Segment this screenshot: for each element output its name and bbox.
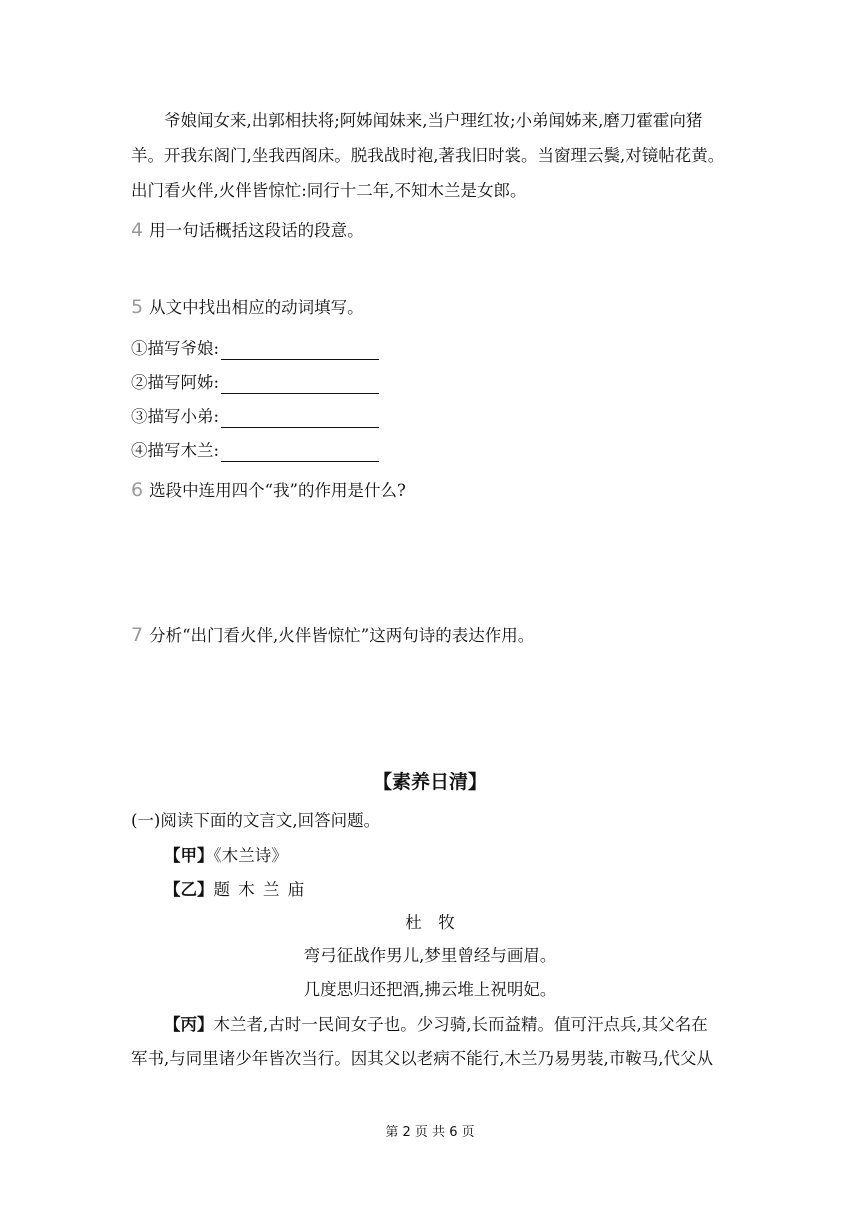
question-number: 7	[131, 624, 144, 646]
fill-label: ①描写爷娘:	[131, 339, 220, 358]
passage-line-2: 羊。开我东阁门,坐我西阁床。脱我战时袍,著我旧时裳。当窗理云鬓,对镜帖花黄。	[131, 146, 725, 165]
fill-blank[interactable]	[221, 373, 379, 394]
question-number: 6	[131, 479, 144, 501]
reading-intro: (一)阅读下面的文言文,回答问题。	[131, 811, 381, 830]
fill-blank[interactable]	[221, 441, 379, 462]
poem-author: 杜 牧	[405, 913, 455, 932]
tag-jia: 【甲】	[164, 846, 214, 865]
question-4	[131, 219, 364, 242]
question-text: 从文中找出相应的动词填写。	[149, 298, 364, 317]
fill-blank[interactable]	[221, 407, 379, 428]
yi-title: 题木兰庙	[213, 880, 313, 899]
tag-yi: 【乙】	[164, 880, 214, 899]
question-6	[131, 479, 406, 502]
jia-title: 《木兰诗》	[213, 846, 288, 865]
question-text: 分析“出门看火伴,火伴皆惊忙”这两句诗的表达作用。	[149, 626, 535, 645]
poem-line-1: 弯弓征战作男儿,梦里曾经与画眉。	[303, 946, 557, 965]
fill-label: ②描写阿姊:	[131, 373, 220, 392]
passage-line-3: 出门看火伴,火伴皆惊忙:同行十二年,不知木兰是女郎。	[131, 181, 527, 200]
bing-line-2: 军书,与同里诸少年皆次当行。因其父以老病不能行,木兰乃易男装,市鞍马,代父从	[131, 1049, 713, 1068]
section-title: 【素养日清】	[372, 771, 487, 793]
question-7	[131, 624, 534, 647]
tag-bing: 【丙】	[164, 1015, 214, 1034]
passage-line-1: 爷娘闻女来,出郭相扶将;阿姊闻妹来,当户理红妆;小弟闻姊来,磨刀霍霍向猪	[164, 111, 703, 130]
question-number: 5	[131, 296, 144, 318]
page-footer: 第 2 页 共 6 页	[385, 1125, 475, 1140]
fill-label: ③描写小弟:	[131, 407, 220, 426]
text-bing	[164, 1014, 708, 1036]
fill-item-1	[131, 338, 379, 360]
question-5	[131, 296, 364, 319]
question-text: 选段中连用四个“我”的作用是什么?	[149, 481, 406, 500]
text-jia	[164, 845, 288, 867]
fill-item-4	[131, 440, 379, 462]
fill-label: ④描写木兰:	[131, 441, 220, 460]
bing-line-1: 木兰者,古时一民间女子也。少习骑,长而益精。值可汗点兵,其父名在	[213, 1015, 708, 1034]
fill-blank[interactable]	[221, 339, 379, 360]
question-text: 用一句话概括这段话的段意。	[149, 221, 364, 240]
poem-line-2: 几度思归还把酒,拂云堆上祝明妃。	[303, 980, 557, 999]
fill-item-2	[131, 372, 379, 394]
fill-item-3	[131, 406, 379, 428]
question-number: 4	[131, 219, 144, 241]
text-yi	[164, 879, 313, 901]
